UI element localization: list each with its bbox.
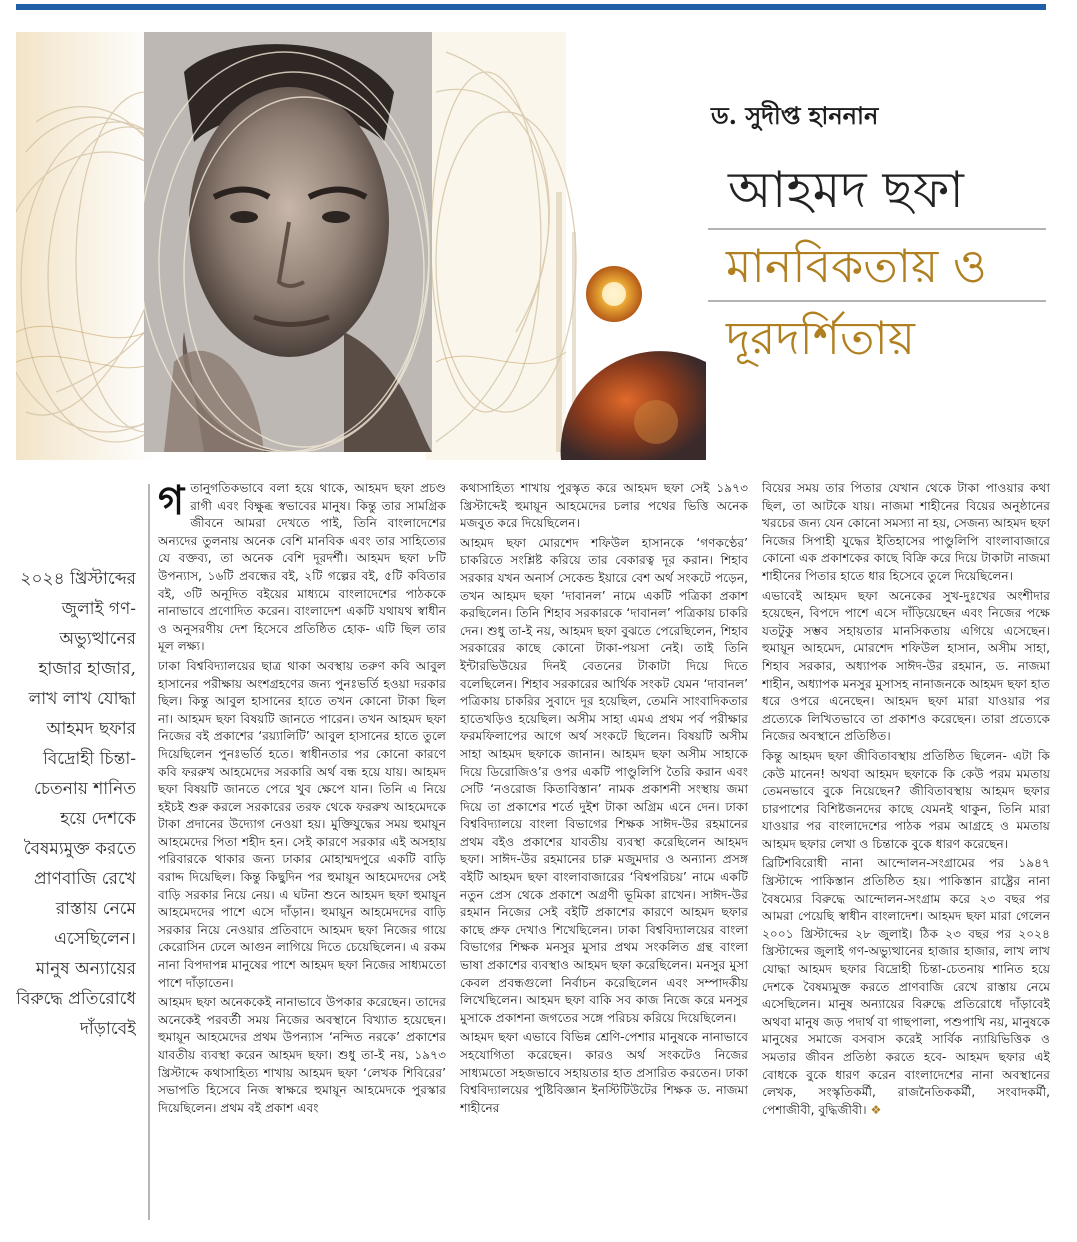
article-body bbox=[16, 474, 1050, 1228]
author-portrait bbox=[144, 32, 432, 452]
column-divider bbox=[148, 484, 150, 1220]
article-columns bbox=[158, 480, 1050, 1220]
headline-divider bbox=[708, 228, 1046, 230]
headline-line-1: আহমদ ছফা bbox=[728, 161, 964, 219]
article-paragraph: এভাবেই আহমদ ছফা অনেকের সুখ-দুঃখের অংশীদার হয়েছেন, বিপদে পাশে এসে দাঁড়িয়েছেন এবং নিজের পক্ষে যতটুকু সম্ভব সহায়তার মানসিকতায় এগিয়ে এসেছেন। হুমায়ূন আহমেদ, মোরশেদ শফিউল হাসান, অসীম সাহা, শিহাব সরকার, অধ্যাপক সাঈদ-উর রহমান, ড. নাজমা শাহীন, অধ্যাপক মনসুর মুসাসহ নানাজনকে আহমদ ছফা হাত ধরে ওপরে এনেছেন। আহমদ ছফা মারা যাওয়ার পর প্রত্যেকে লিখিতভাবে তা প্রকাশও করেছেন। তারা প্রত্যেকে নিজের অবস্থানে প্রতিষ্ঠিত। bbox=[762, 588, 1050, 744]
article-paragraph: আহমদ ছফা এভাবে বিভিন্ন শ্রেণি-পেশার মানুষকে নানাভাবে সহযোগিতা করেছেন। কারও অর্থ সংকটেও নিজের সাধ্যমতো সহজভাবে সহায়তার হাত প্রসারিত করতেন। ঢাকা বিশ্ববিদ্যালয়ের পুষ্টিবিজ্ঞান ইনস্টিটিউটের শিক্ষক ড. নাজমা শাহীনের bbox=[460, 1030, 748, 1115]
article-paragraph: আহমদ ছফা মোরশেদ শফিউল হাসানকে ‘গণকণ্ঠের’ চাকরিতে সংশ্লিষ্ট করিয়ে তার বেকারত্ব দূর করান। শিহাব সরকার যখন অনার্স সেকেন্ড ইয়ারে বেশ অর্থ সংকটে পড়েন, তখন আহমদ ছফা ‘দাবানল’ নামে একটি পত্রিকা প্রকাশ করছিলেন। তিনি শিহাব সরকারকে ‘দাবানল’ পত্রিকায় চাকরি দেন। শুধু তা-ই নয়, আহমদ ছফা বুঝতে পেরেছিলেন, শিহাব সরকারের কাছে কোনো টাকা-পয়সা নেই। তাই তিনি ইন্টারভিউয়ের দিনই বেতনের টাকাটা দিয়ে দিতে বলেছিলেন। শিহাব সরকারের আর্থিক সংকট যেমন ‘দাবানল’ পত্রিকায় চাকরির সুবাদে দূর হয়েছিল, তেমনি সাংবাদিকতার হাতেখড়িও হয়েছিল। অসীম সাহা এমএ প্রথম পর্ব পরীক্ষার ফরমফিলাপের আগে অর্থ সংকটে ছিলেন। বিষয়টি অসীম সাহা আহমদ ছফাকে জানান। আহমদ ছফা অসীম সাহাকে দিয়ে ডিরোজিও’র ওপর একটি পাণ্ডুলিপি তৈরি করান এবং সেটি ‘নওরোজ কিতাবিস্তান’ নামক প্রকাশনী সংস্থায় জমা দিয়ে তা প্রকাশের শর্তে দুইশ টাকা অগ্রিম এনে দেন। ঢাকা বিশ্ববিদ্যালয়ে বাংলা বিভাগের শিক্ষক সাঈদ-উর রহমানের প্রথম বইও প্রকাশের যাবতীয় ব্যবস্থা করেছিলেন আহমদ ছফা। সাঈদ-উর রহমানের চারু মজুমদার ও অন্যান্য প্রসঙ্গ বইটি আহমদ ছফা বাংলাবাজারের ‘বিশ্বপরিচয়’ নামে একটি নতুন প্রেস থেকে প্রকাশে অগ্রণী ভূমিকা রাখেন। সাঈদ-উর রহমান নিজের সেই বইটি প্রকাশের কারণে আহমদ ছফার কাছে প্রুফ দেখাও শিখেছিলেন। ঢাকা বিশ্ববিদ্যালয়ের বাংলা বিভাগের শিক্ষক মনসুর মুসার প্রথম সংকলিত গ্রন্থ বাংলা ভাষা প্রকাশের ব্যবস্থাও আহমদ ছফা করেছিলেন। মনসুর মুসা কেবল প্রবন্ধগুলো নির্বাচন করেছিলেন এবং সম্পাদকীয় লিখেছিলেন। আহমদ ছফা বাকি সব কাজ নিজে করে মনসুর মুসাকে প্রকাশনা জগতের সঙ্গে পরিচয় করিয়ে দিয়েছিলেন। bbox=[460, 535, 748, 1025]
article-paragraph: বিয়ের সময় তার পিতার যেখান থেকে টাকা পাওয়ার কথা ছিল, তা আটকে যায়। নাজমা শাহীনের বিয়ের অনুষ্ঠানের খরচের জন্য যেন কোনো সমস্যা না হয়, সেজন্য আহমদ ছফা নিজের সিপাহী যুদ্ধের ইতিহাসের পাণ্ডুলিপি বাংলাবাজারে কোনো এক প্রকাশকের কাছে বিক্রি করে দিয়ে টাকাটা নাজমা শাহীনের পিতার হাতে ধার হিসেবে তুলে দিয়েছিলেন। bbox=[762, 481, 1050, 583]
headline-line-3: দূরদর্শিতায় bbox=[726, 311, 915, 366]
article-paragraph: ব্রিটিশবিরোধী নানা আন্দোলন-সংগ্রামের পর ১৯৪৭ খ্রিস্টাব্দে পাকিস্তান প্রতিষ্ঠিত হয়। পাকিস্তান রাষ্ট্রের নানা বৈষম্যের বিরুদ্ধে আন্দোলন-সংগ্রাম করে ২৩ বছর পর আমরা পেয়েছি স্বাধীন বাংলাদেশ। আহমদ ছফা মারা গেলেন ২০০১ খ্রিস্টাব্দের ২৮ জুলাই। ঠিক ২৩ বছর পর ২০২৪ খ্রিস্টাব্দের জুলাই গণ-অভ্যুত্থানের হাজার হাজার, লাখ লাখ যোদ্ধা আহমদ ছফার বিদ্রোহী চিন্তা-চেতনায় শানিত হয়ে দেশকে বৈষম্যমুক্ত করতে প্রাণবাজি রেখে রাস্তায় নেমে এসেছিলেন। মানুষ অন্যায়ের বিরুদ্ধে প্রতিরোধে দাঁড়াবেই অথবা মানুষ জড় পদার্থ বা গাছপালা, পশুপাখি নয়, মানুষকে মানুষের সমাজে বসবাস করেই সার্বিক ন্যায়িভিত্তিক ও সমতার জীবন প্রতিষ্ঠা করতে হবে- আহমদ ছফার এই বোধকে বুকে ধারণ করেন বাংলাদেশের নানা অবস্থানের লেখক, সংস্কৃতিকর্মী, রাজনৈতিককর্মী, সংবাদকর্মী, পেশাজীবী, বুদ্ধিজীবী। ❖ bbox=[762, 856, 1050, 1117]
end-mark-icon: ❖ bbox=[870, 1102, 882, 1117]
article-paragraph: গতানুগতিকভাবে বলা হয়ে থাকে, আহমদ ছফা প্রচণ্ড রাগী এবং বিক্ষুব্ধ স্বভাবের মানুষ। কিন্তু তার সামগ্রিক জীবনে আমরা দেখতে পাই, তিনি বাংলাদেশের অন্যদের তুলনায় অনেক বেশি মানবিক এবং তার সাহিত্যের যে বক্তব্য, তা অনেক বেশি দূরদর্শী। আহমদ ছফা ৮টি উপন্যাস, ১৬টি প্রবন্ধের বই, ২টি গল্পের বই, ৫টি কবিতার বই, ৩টি অনূদিত বইয়ের মাধ্যমে বাংলাদেশের পাঠককে নানাভাবে প্রণোদিত করেন। বাংলাদেশ একটি যথাযথ স্বাধীন ও অনুসরণীয় দেশ হিসেবে প্রতিষ্ঠিত হোক- এটি ছিল তার মূল লক্ষ্য। bbox=[158, 480, 446, 654]
article-column-3 bbox=[762, 480, 1050, 1220]
headline-line-2: মানবিকতায় ও bbox=[726, 238, 987, 293]
top-rule bbox=[16, 4, 1046, 10]
article-paragraph: ঢাকা বিশ্ববিদ্যালয়ের ছাত্র থাকা অবস্থায় তরুণ কবি আবুল হাসানের পরীক্ষায় অংশগ্রহণের জন্য পুনঃভর্তি হওয়া দরকার ছিল। কিন্তু আবুল হাসানের হাতে তখন কোনো টাকা ছিল না। আহমদ ছফা বিষয়টি জানতে পারেন। তখন আহমদ ছফা নিজের বই প্রকাশের ‘রয়্যালিটি’ আবুল হাসানের হাতে তুলে দিয়েছিলেন পুনঃভর্তি হতে। স্বাধীনতার পর কোনো কারণে কবি ফররুখ আহমেদের সরকারি অর্থ বন্ধ হয়ে যায়। আহমদ ছফা বিষয়টি জানতে পেরে খুব ক্ষেপে যান। তিনি এ নিয়ে হইচই শুরু করলে সরকারের তরফ থেকে ফররুখ আহমেদকে টাকা প্রদানের উদ্যোগ নেওয়া হয়। মুক্তিযুদ্ধের সময় হুমায়ূন আহমেদের পিতা শহীদ হন। সেই কারণে সরকার এই অসহায় পরিবারকে থাকার জন্য ঢাকার মোহাম্মদপুরে একটি বাড়ি বরাদ্দ দিয়েছিল। কিন্তু কিছুদিন পর হুমায়ূন আহমেদদের সেই বাড়ি সরকার নিয়ে নেয়। এ ঘটনা শুনে আহমদ ছফা হুমায়ূন আহমেদদের পাশে এসে দাঁড়ান। হুমায়ূন আহমেদদের বাড়ি সরকার নিয়ে নেওয়ার প্রতিবাদে আহমদ ছফা নিজের গায়ে কেরোসিন ঢেলে আগুন লাগিয়ে দিতে চেয়েছিলেন। এ রকম নানা বিপদাপন্ন মানুষের পাশে আহমদ ছফা নিজের সাধ্যমতো পাশে দাঁড়াতেন। bbox=[158, 658, 446, 990]
article-column-2 bbox=[460, 480, 748, 1220]
headline bbox=[708, 162, 1046, 365]
headline-divider bbox=[708, 300, 1046, 302]
article-paragraph: আহমদ ছফা অনেককেই নানাভাবে উপকার করেছেন। তাদের অনেকেই পরবর্তী সময় নিজের অবস্থানে বিখ্যাত হয়েছেন। হুমায়ূন আহমেদের প্রথম উপন্যাস ‘নন্দিত নরকে’ প্রকাশের যাবতীয় ব্যবস্থা করেন আহমদ ছফা। শুধু তা-ই নয়, ১৯৭৩ খ্রিস্টাব্দে কথাসাহিত্য শাখায় আহমদ ছফা ‘লেখক শিবিরের’ সভাপতি হিসেবে নিজ স্বাক্ষরে হুমায়ূন আহমেদকে পুরস্কার দিয়েছিলেন। প্রথম বই প্রকাশ এবং bbox=[158, 995, 446, 1115]
author-byline: ড. সুদীপ্ত হাননান bbox=[711, 101, 879, 130]
article-paragraph: কিন্তু আহমদ ছফা জীবিতাবস্থায় প্রতিষ্ঠিত ছিলেন- এটা কি কেউ মানেন! অথবা আহমদ ছফাকে কি কেউ পরম মমতায় তেমনভাবে বুকে নিয়েছেন? জীবিতাবস্থায় আহমদ ছফার চারপাশের বিশিষ্টজনদের কাছে যেমনই থাকুন, তিনি মারা যাওয়ার পর বাংলাদেশের পাঠক পরম আগ্রহে ও মমতায় আহমদ ছফার লেখা ও চিন্তাকে বুকে ধারণ করেছেন। bbox=[762, 748, 1050, 851]
drop-cap: গ bbox=[158, 480, 185, 524]
article-column-1 bbox=[158, 480, 446, 1220]
article-paragraph: কথাসাহিত্য শাখায় পুরস্কৃত করে আহমদ ছফা সেই ১৯৭৩ খ্রিস্টাব্দেই হুমায়ূন আহমেদের চলার পথের ভিত্তি অনেক মজবুত করে দিয়েছিলেন। bbox=[460, 481, 748, 531]
hero-banner bbox=[16, 32, 1046, 460]
pull-quote: ২০২৪ খ্রিস্টাব্দের জুলাই গণ-অভ্যুত্থানের হাজার হাজার, লাখ লাখ যোদ্ধা আহমদ ছফার বিদ্রোহী চিন্তা-চেতনায় শানিত হয়ে দেশকে বৈষম্যমুক্ত করতে প্রাণবাজি রেখে রাস্তায় নেমে এসেছিলেন। মানুষ অন্যায়ের বিরুদ্ধে প্রতিরোধে দাঁড়াবেই bbox=[16, 569, 136, 1039]
